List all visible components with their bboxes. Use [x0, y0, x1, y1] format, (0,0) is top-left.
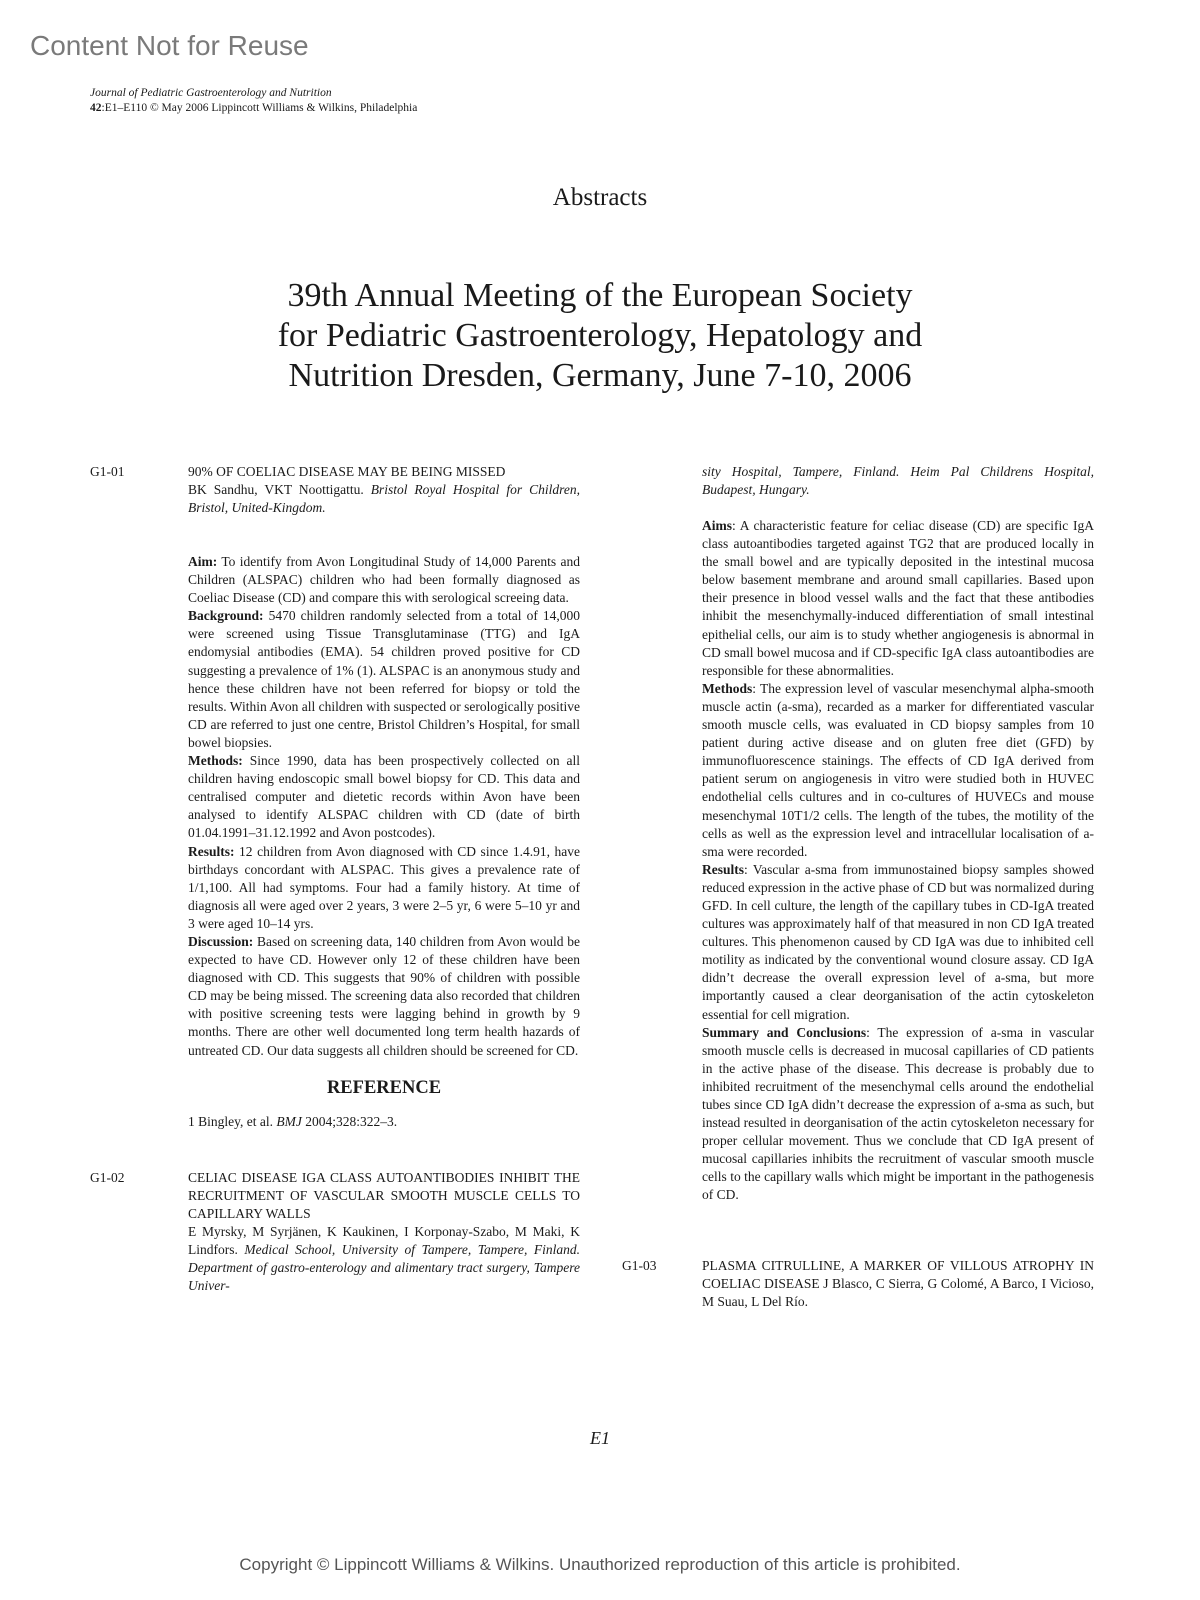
- aim-text: To identify from Avon Longitudinal Study of 14,000 Parents and Children (ALSPAC) children who had been formally diagnosed as Coeliac Disease (CD) and compare this with serological screeing data.: [188, 554, 580, 606]
- abstract-id: G1-02: [90, 1169, 125, 1185]
- methods-label: Methods:: [188, 753, 243, 769]
- journal-name: Journal of Pediatric Gastroenterology and Nutrition: [90, 87, 332, 99]
- copyright-notice: Copyright © Lippincott Williams & Wilkins. Unauthorized reproduction of this article is prohibited.: [239, 1555, 961, 1574]
- summary-label: Summary and Conclusions: [702, 1024, 867, 1040]
- aim-paragraph: [188, 553, 580, 607]
- abstract-g1-02: [90, 1169, 580, 1295]
- methods-paragraph: [188, 752, 580, 842]
- abstract-title: [702, 1257, 1094, 1311]
- results-label: Results: [702, 861, 745, 877]
- reference-item: [188, 1113, 580, 1131]
- summary-text: : The expression of a-sma in vascular smooth muscle cells is decreased in mucosal capillaries of CD patients in the active phase of the disease. This decrease is probably due to inhibited recruitment of the mesenchymal cells around the endothelial tubes since CD IgA didn’t decrease the expression of a-sma as such, but instead resulted in deorganisation of the actin cytoskeleton necessary for proper cellular movement. Thus we conclude that CD IgA present of mucosal capillaries inhibits the recruitment of vascular smooth muscle cells to the capillary walls which might be important in the pathogenesis of CD.: [702, 1024, 1094, 1203]
- abstract-g1-01: [90, 463, 580, 1060]
- background-label: Background:: [188, 608, 264, 624]
- left-column: [90, 463, 580, 1295]
- results-paragraph: [702, 861, 1094, 1024]
- results-paragraph: [188, 843, 580, 933]
- right-column: [622, 463, 1112, 1311]
- reference-journal: BMJ: [276, 1113, 302, 1129]
- aims-paragraph: [702, 517, 1094, 680]
- journal-header: [90, 86, 417, 116]
- affiliation-continued: [702, 463, 1094, 499]
- meeting-title-line: Nutrition Dresden, Germany, June 7-10, 2006: [288, 357, 912, 394]
- abstract-id: G1-01: [90, 464, 125, 479]
- abstract-title: CELIAC DISEASE IGA CLASS AUTOANTIBODIES INHIBIT THE RECRUITMENT OF VASCULAR SMOOTH MUSCLE CELLS TO CAPILLARY WALLS: [188, 1169, 580, 1221]
- page-number: E1: [590, 1428, 610, 1448]
- author-affiliation: Medical School, University of Tampere, Tampere, Finland. Department of gastro-enterology and alimentary tract surgery, Tampere Univer-: [188, 1241, 581, 1293]
- results-text: 12 children from Avon diagnosed with CD since 1.4.91, have birthdays concordant with ALSPAC. This gives a prevalence rate of 1/1,100. All had symptoms. Four had a family history. At time of diagnosis all were aged over 2 years, 3 were 2–5 yr, 6 were 5–10 yr and 3 were aged 10–14 yrs.: [188, 843, 580, 931]
- methods-paragraph: [702, 680, 1094, 861]
- author-list: J Blasco, C Sierra, G Colomé, A Barco, I Vicioso, M Suau, L Del Río.: [702, 1275, 1095, 1309]
- methods-label: Methods: [702, 680, 753, 696]
- background-paragraph: [188, 607, 580, 752]
- reference-authors: 1 Bingley, et al.: [188, 1113, 273, 1129]
- background-text: 5470 children randomly selected from a total of 14,000 were screened using Tissue Transglutaminase (TTG) and IgA endomysial antibodies (EMA). 54 children proved positive for CD suggesting a prevalence of 1% (1). ALSPAC is an anonymous study and hence these children have not been referred for biopsy or told the results. Within Avon all children with suspected or serologically positive CD are referred to just one centre, Bristol Children’s Hospital, for small bowel biopsies.: [188, 608, 580, 750]
- author-affiliation: Bristol Royal Hospital for Children, Bristol, United-Kingdom.: [188, 482, 580, 515]
- journal-volume-line: [90, 102, 417, 114]
- journal-issue: :E1–E110 © May 2006 Lippincott Williams & Wilkins, Philadelphia: [101, 102, 418, 114]
- results-label: Results:: [188, 843, 235, 859]
- title-text: PLASMA CITRULLINE, A MARKER OF VILLOUS ATROPHY IN COELIAC DISEASE: [702, 1257, 1094, 1291]
- abstract-body: [188, 1169, 580, 1295]
- abstract-g1-02-continued: [702, 463, 1094, 1205]
- author-affiliation-continued: sity Hospital, Tampere, Finland. Heim Pal Childrens Hospital, Budapest, Hungary.: [702, 464, 1094, 497]
- abstract-authors: [188, 481, 580, 517]
- meeting-title-line: 39th Annual Meeting of the European Society: [287, 277, 913, 314]
- abstract-authors: [188, 1223, 580, 1295]
- aim-label: Aim:: [188, 554, 218, 569]
- discussion-paragraph: [188, 933, 580, 1060]
- meeting-title-line: for Pediatric Gastroenterology, Hepatology and: [277, 317, 923, 354]
- summary-paragraph: [702, 1024, 1094, 1205]
- abstract-body: [188, 463, 580, 1060]
- reference-citation: 2004;328:322–3.: [305, 1113, 398, 1129]
- author-list: E Myrsky, M Syrjänen, K Kaukinen, I Korponay-Szabo, M Maki, K Lindfors.: [188, 1223, 580, 1257]
- meeting-title: [170, 276, 1030, 396]
- watermark: Content Not for Reuse: [30, 30, 309, 61]
- results-text: : Vascular a-sma from immunostained biopsy samples showed reduced expression in the active phase of CD but was normalized during GFD. In cell culture, the length of the capillary tubes in CD-IgA treated cultures was approximately half of that measured in non CD IgA treated cultures. This phenomenon caused by CD IgA was due to inhibited cell motility as indicated by the conventional wound closure assay. CD IgA didn’t decrease the overall expression level of a-sma, but more importantly caused a clear deorganisation of the actin cytoskeleton essential for cell migration.: [702, 861, 1094, 1022]
- author-list: BK Sandhu, VKT Noottigattu.: [188, 482, 364, 497]
- discussion-label: Discussion:: [188, 933, 254, 949]
- abstract-body: [702, 1257, 1094, 1311]
- aims-label: Aims: [702, 518, 732, 533]
- section-title: Abstracts: [552, 184, 648, 211]
- methods-text: : The expression level of vascular mesenchymal alpha-smooth muscle actin (a-sma), recarded as a marker for differentiated vascular smooth muscle cells, was evaluated in CD biopsy samples from 10 patient during active disease and on gluten free diet (GFD) by immunofluorescence stainings. The effects of CD IgA derived from patient serum on angiogenesis in vitro were studied both in HUVEC endothelial cells cultures and in co-cultures of HUVECs and mouse mesenchymal 10T1/2 cells. The length of the tubes, the motility of the cells as well as the expression level and intracellular localisation of a-sma were recorded.: [702, 680, 1094, 859]
- reference-section: [188, 1078, 580, 1131]
- methods-text: Since 1990, data has been prospectively collected on all children having endoscopic small bowel biopsy for CD. This data and centralised computer and dietetic records within Avon have been analysed to identify ALSPAC children with CD (date of birth 01.04.1991–31.12.1992 and Avon postcodes).: [188, 753, 581, 841]
- journal-volume: 42: [90, 102, 102, 114]
- abstract-id: G1-03: [622, 1257, 657, 1273]
- abstract-g1-03: [622, 1257, 1112, 1311]
- aims-text: : A characteristic feature for celiac disease (CD) are specific IgA class autoantibodies targeted against TG2 that are produced locally in the small bowel and are typically deposited in the intestinal mucosa below basement membrane and around small capillaries. Based upon their presence in blood vessel walls and the fact that these antibodies inhibit the mesenchymally-induced differentiation of small intestinal epithelial cells, our aim is to study whether angiogenesis is abnormal in CD small bowel mucosa and if CD-specific IgA class autoantibodies are responsible for these abnormalities.: [702, 518, 1094, 678]
- discussion-text: Based on screening data, 140 children from Avon would be expected to have CD. However only 12 of these children have been diagnosed with CD. This suggests that 90% of children with possible CD may be being missed. The screening data also recorded that children with positive screening tests were lagging behind in growth by 9 months. There are other well documented long term health hazards of untreated CD. Our data suggests all children should be screened for CD.: [188, 933, 580, 1058]
- abstract-title: 90% OF COELIAC DISEASE MAY BE BEING MISSED: [188, 464, 506, 479]
- reference-heading: REFERENCE: [326, 1077, 442, 1098]
